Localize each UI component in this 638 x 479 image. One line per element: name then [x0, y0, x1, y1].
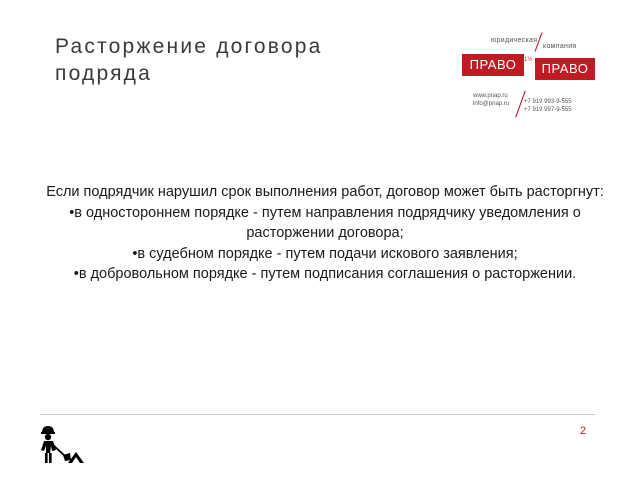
- title-line-2: подряда: [55, 62, 152, 85]
- company-logo: [458, 30, 608, 120]
- page-title: [55, 33, 395, 87]
- logo-middle-mark: 1½: [524, 57, 533, 63]
- logo-email: info@pnap.ru: [473, 101, 510, 107]
- logo-phone-2: +7 919 997-9-555: [524, 107, 572, 113]
- footer-divider: [40, 414, 595, 415]
- worker-with-shovel-icon: [38, 424, 84, 464]
- logo-website: www.pnap.ru: [473, 93, 508, 99]
- list-item: •в одностороннем порядке - путем направления подрядчику уведомления о расторжении договора;: [69, 204, 581, 241]
- logo-word-left: ПРАВО: [462, 54, 524, 76]
- logo-word-right: ПРАВО: [535, 58, 595, 80]
- page-number: 2: [580, 425, 587, 437]
- logo-contacts-web: [473, 92, 509, 108]
- body-intro: Если подрядчик нарушил срок выполнения работ, договор может быть расторгнут:: [46, 184, 604, 200]
- logo-tagline-left: юридическая: [491, 37, 538, 44]
- logo-contacts-phone: [524, 98, 572, 114]
- list-item: •в добровольном порядке - путем подписания соглашения о расторжении.: [73, 266, 577, 282]
- logo-phone-1: +7 919 993-9-555: [524, 99, 572, 105]
- slide-body: [40, 182, 610, 285]
- logo-tagline-right: компания: [543, 43, 577, 50]
- title-line-1: Расторжение договора: [55, 35, 323, 58]
- list-item: •в судебном порядке - путем подачи искового заявления;: [132, 245, 518, 262]
